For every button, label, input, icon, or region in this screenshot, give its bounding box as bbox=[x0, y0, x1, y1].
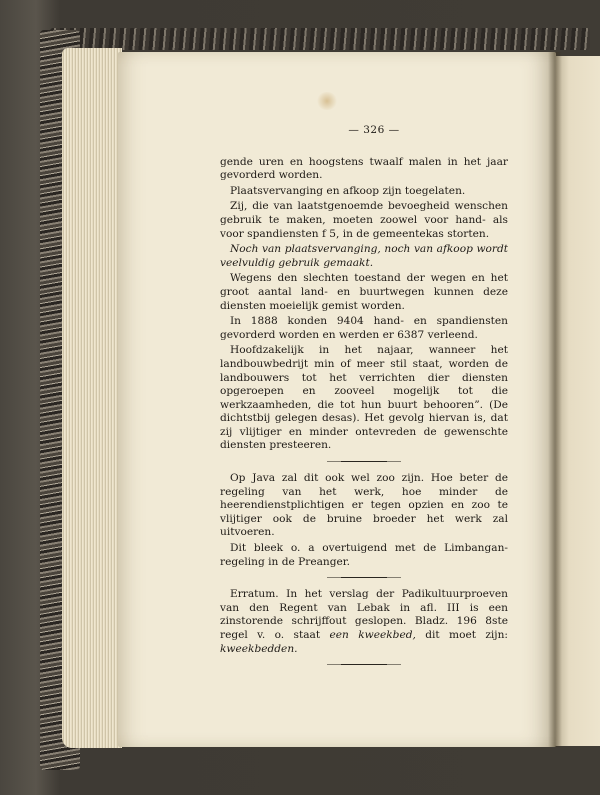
paragraph: gende uren en hoogstens twaalf malen in het jaar gevorderd worden. bbox=[220, 155, 508, 182]
section-divider bbox=[341, 664, 387, 665]
paragraph: Op Java zal dit ook wel zoo zijn. Hoe beter de regeling van het werk, hoe minder de heerendienstplichtigen er tegen opzien en zoo te vlijtiger ook de bruine broeder het werk zal uitvoeren. bbox=[220, 472, 508, 539]
section-divider bbox=[341, 461, 387, 462]
facing-page bbox=[556, 56, 600, 746]
erratum-text-before: Erratum. In het verslag der Padikultuurproeven van den Regent van Lebak in afl. III is een zinstorende schrijffout geslopen. Bladz. 196 8ste regel v. o. staat bbox=[220, 588, 508, 641]
paper-stain bbox=[316, 92, 338, 110]
erratum-text-middle: dit moet zijn: bbox=[415, 629, 508, 641]
paragraph: Hoofdzakelijk in het najaar, wanneer het landbouwbedrijt min of meer stil staat, worden de landbouwers tot het verrichten dier diensten opgeroepen en zooveel mogelijk tot die werkzaamheden, die tot hun buurt behooren”. (De dichtstbij gelegen desas). Het gevolg hiervan is, dat zij vlijtiger en minder ontevreden de gewenschte diensten presteeren. bbox=[220, 344, 508, 452]
page-number: — 326 — bbox=[348, 124, 400, 136]
spine-shadow bbox=[548, 52, 562, 747]
paragraph: Dit bleek o. a overtuigend met de Limbangan-regeling in de Preanger. bbox=[220, 542, 508, 568]
paragraph: Plaatsvervanging en afkoop zijn toegelaten. bbox=[230, 184, 466, 197]
erratum-paragraph bbox=[220, 588, 508, 656]
page-text bbox=[220, 124, 508, 675]
erratum-right: kweekbedden. bbox=[220, 642, 298, 655]
paragraph: In 1888 konden 9404 hand- en spandiensten gevorderd worden en werden er 6387 verleend. bbox=[220, 315, 508, 341]
middle-section bbox=[220, 472, 508, 569]
section-divider bbox=[341, 577, 387, 578]
top-section bbox=[220, 156, 508, 453]
paragraph: Zij, die van laatstgenoemde bevoegheid wenschen gebruik te maken, moeten zoowel voor hand- als voor spandiensten f 5, in de gemeentekas storten. bbox=[220, 200, 508, 240]
erratum-wrong: een kweekbed, bbox=[329, 629, 416, 641]
paragraph: Noch van plaatsvervanging, noch van afkoop wordt veelvuldig gebruik gemaakt. bbox=[220, 243, 508, 269]
book-cover-top bbox=[50, 28, 590, 50]
paragraph: Wegens den slechten toestand der wegen en het groot aantal land- en buurtwegen kunnen deze diensten moeielijk gemist worden. bbox=[220, 272, 508, 312]
page-edges bbox=[62, 48, 122, 748]
